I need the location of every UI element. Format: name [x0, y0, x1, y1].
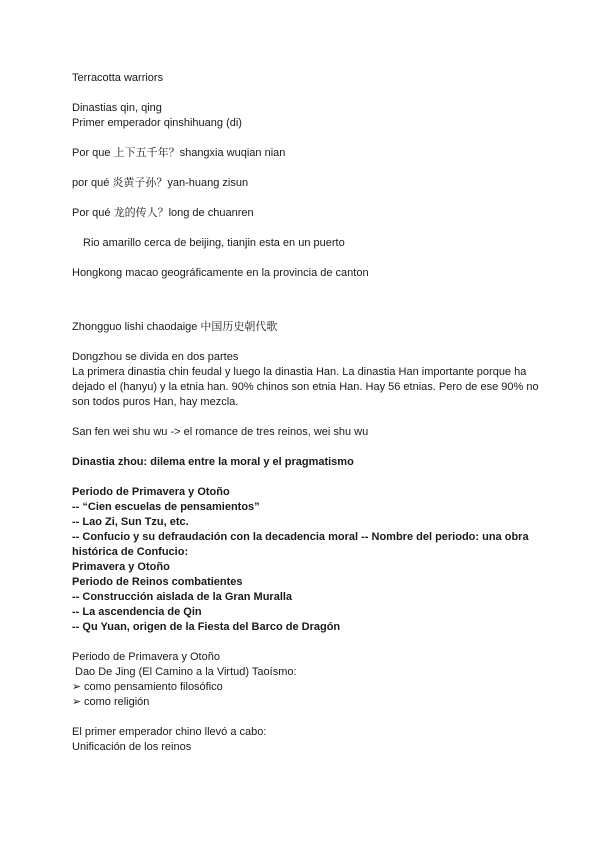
spacer — [72, 191, 542, 206]
rio-line: Rio amarillo cerca de beijing, tianjin esta en un puerto — [83, 237, 345, 249]
qu-yuan-line: -- Qu Yuan, origen de la Fiesta del Barco de Dragón — [72, 621, 341, 633]
arrow-bullet-icon: ➢ — [72, 696, 82, 708]
periodo-reinos-heading: Periodo de Reinos combatientes — [72, 576, 243, 588]
periodo-primavera-line: Periodo de Primavera y Otoño — [72, 651, 220, 663]
arrow-bullet-icon: ➢ — [72, 681, 82, 693]
document-page — [72, 71, 542, 755]
spacer — [72, 86, 542, 101]
spacer — [72, 221, 542, 236]
dao-de-jing-line: Dao De Jing (El Camino a la Virtud) Taoísmo: — [75, 666, 297, 678]
dinastia-zhou-heading: Dinastia zhou: dilema entre la moral y el pragmatismo — [72, 456, 354, 468]
bullet-item-1 — [72, 680, 542, 695]
spacer — [72, 635, 542, 650]
primavera-otono-line: Primavera y Otoño — [72, 561, 170, 573]
unificacion-line: Unificación de los reinos — [72, 741, 192, 753]
periodo-primavera-heading: Periodo de Primavera y Otoño — [72, 486, 230, 498]
spacer — [72, 131, 542, 146]
por-que-line-3: Por qué 龙的传人？long de chuanren — [72, 207, 254, 219]
spacer — [72, 251, 542, 266]
san-fen-line: San fen wei shu wu -> el romance de tres reinos, wei shu wu — [72, 426, 369, 438]
construccion-line: -- Construcción aislada de la Gran Muralla — [72, 591, 293, 603]
hongkong-line: Hongkong macao geográficamente en la provincia de canton — [72, 267, 369, 279]
por-que-line-1: Por que 上下五千年？shangxia wuqian nian — [72, 147, 286, 159]
spacer — [72, 440, 542, 455]
cien-escuelas-line: -- “Cien escuelas de pensamientos” — [72, 501, 260, 513]
spacer — [72, 710, 542, 725]
spacer — [72, 161, 542, 176]
zhongguo-line: Zhongguo lishi chaodaige 中国历史朝代歌 — [72, 321, 278, 333]
spacer — [72, 281, 542, 320]
ascendencia-line: -- La ascendencia de Qin — [72, 606, 202, 618]
por-que-line-2: por qué 炎黄子孙？yan-huang zisun — [72, 177, 249, 189]
dinastias-line: Dinastias qin, qing — [72, 102, 162, 114]
lao-zi-line: -- Lao Zi, Sun Tzu, etc. — [72, 516, 189, 528]
bullet-text-2: como religión — [84, 696, 150, 708]
dongzhou-line: Dongzhou se divida en dos partes — [72, 351, 239, 363]
primer-emperador-chino-line: El primer emperador chino llevó a cabo: — [72, 726, 267, 738]
confucio-line: -- Confucio y su defraudación con la decadencia moral -- Nombre del periodo: una obra histórica de Confucio: — [72, 531, 529, 558]
han-paragraph: La primera dinastia chin feudal y luego la dinastia Han. La dinastia Han importante porque ha dejado el (hanyu) y la etnia han. 90% chinos son etnia Han. Hay 56 etnias. Pero de ese 90% no son todos puros Han, hay mezcla. — [72, 366, 539, 408]
spacer — [72, 410, 542, 425]
primer-emperador-line: Primer emperador qinshihuang (di) — [72, 117, 242, 129]
bullet-text-1: como pensamiento filosófico — [84, 681, 223, 693]
bullet-item-2 — [72, 695, 542, 710]
doc-title: Terracotta warriors — [72, 72, 164, 84]
spacer — [72, 470, 542, 485]
spacer — [72, 335, 542, 350]
